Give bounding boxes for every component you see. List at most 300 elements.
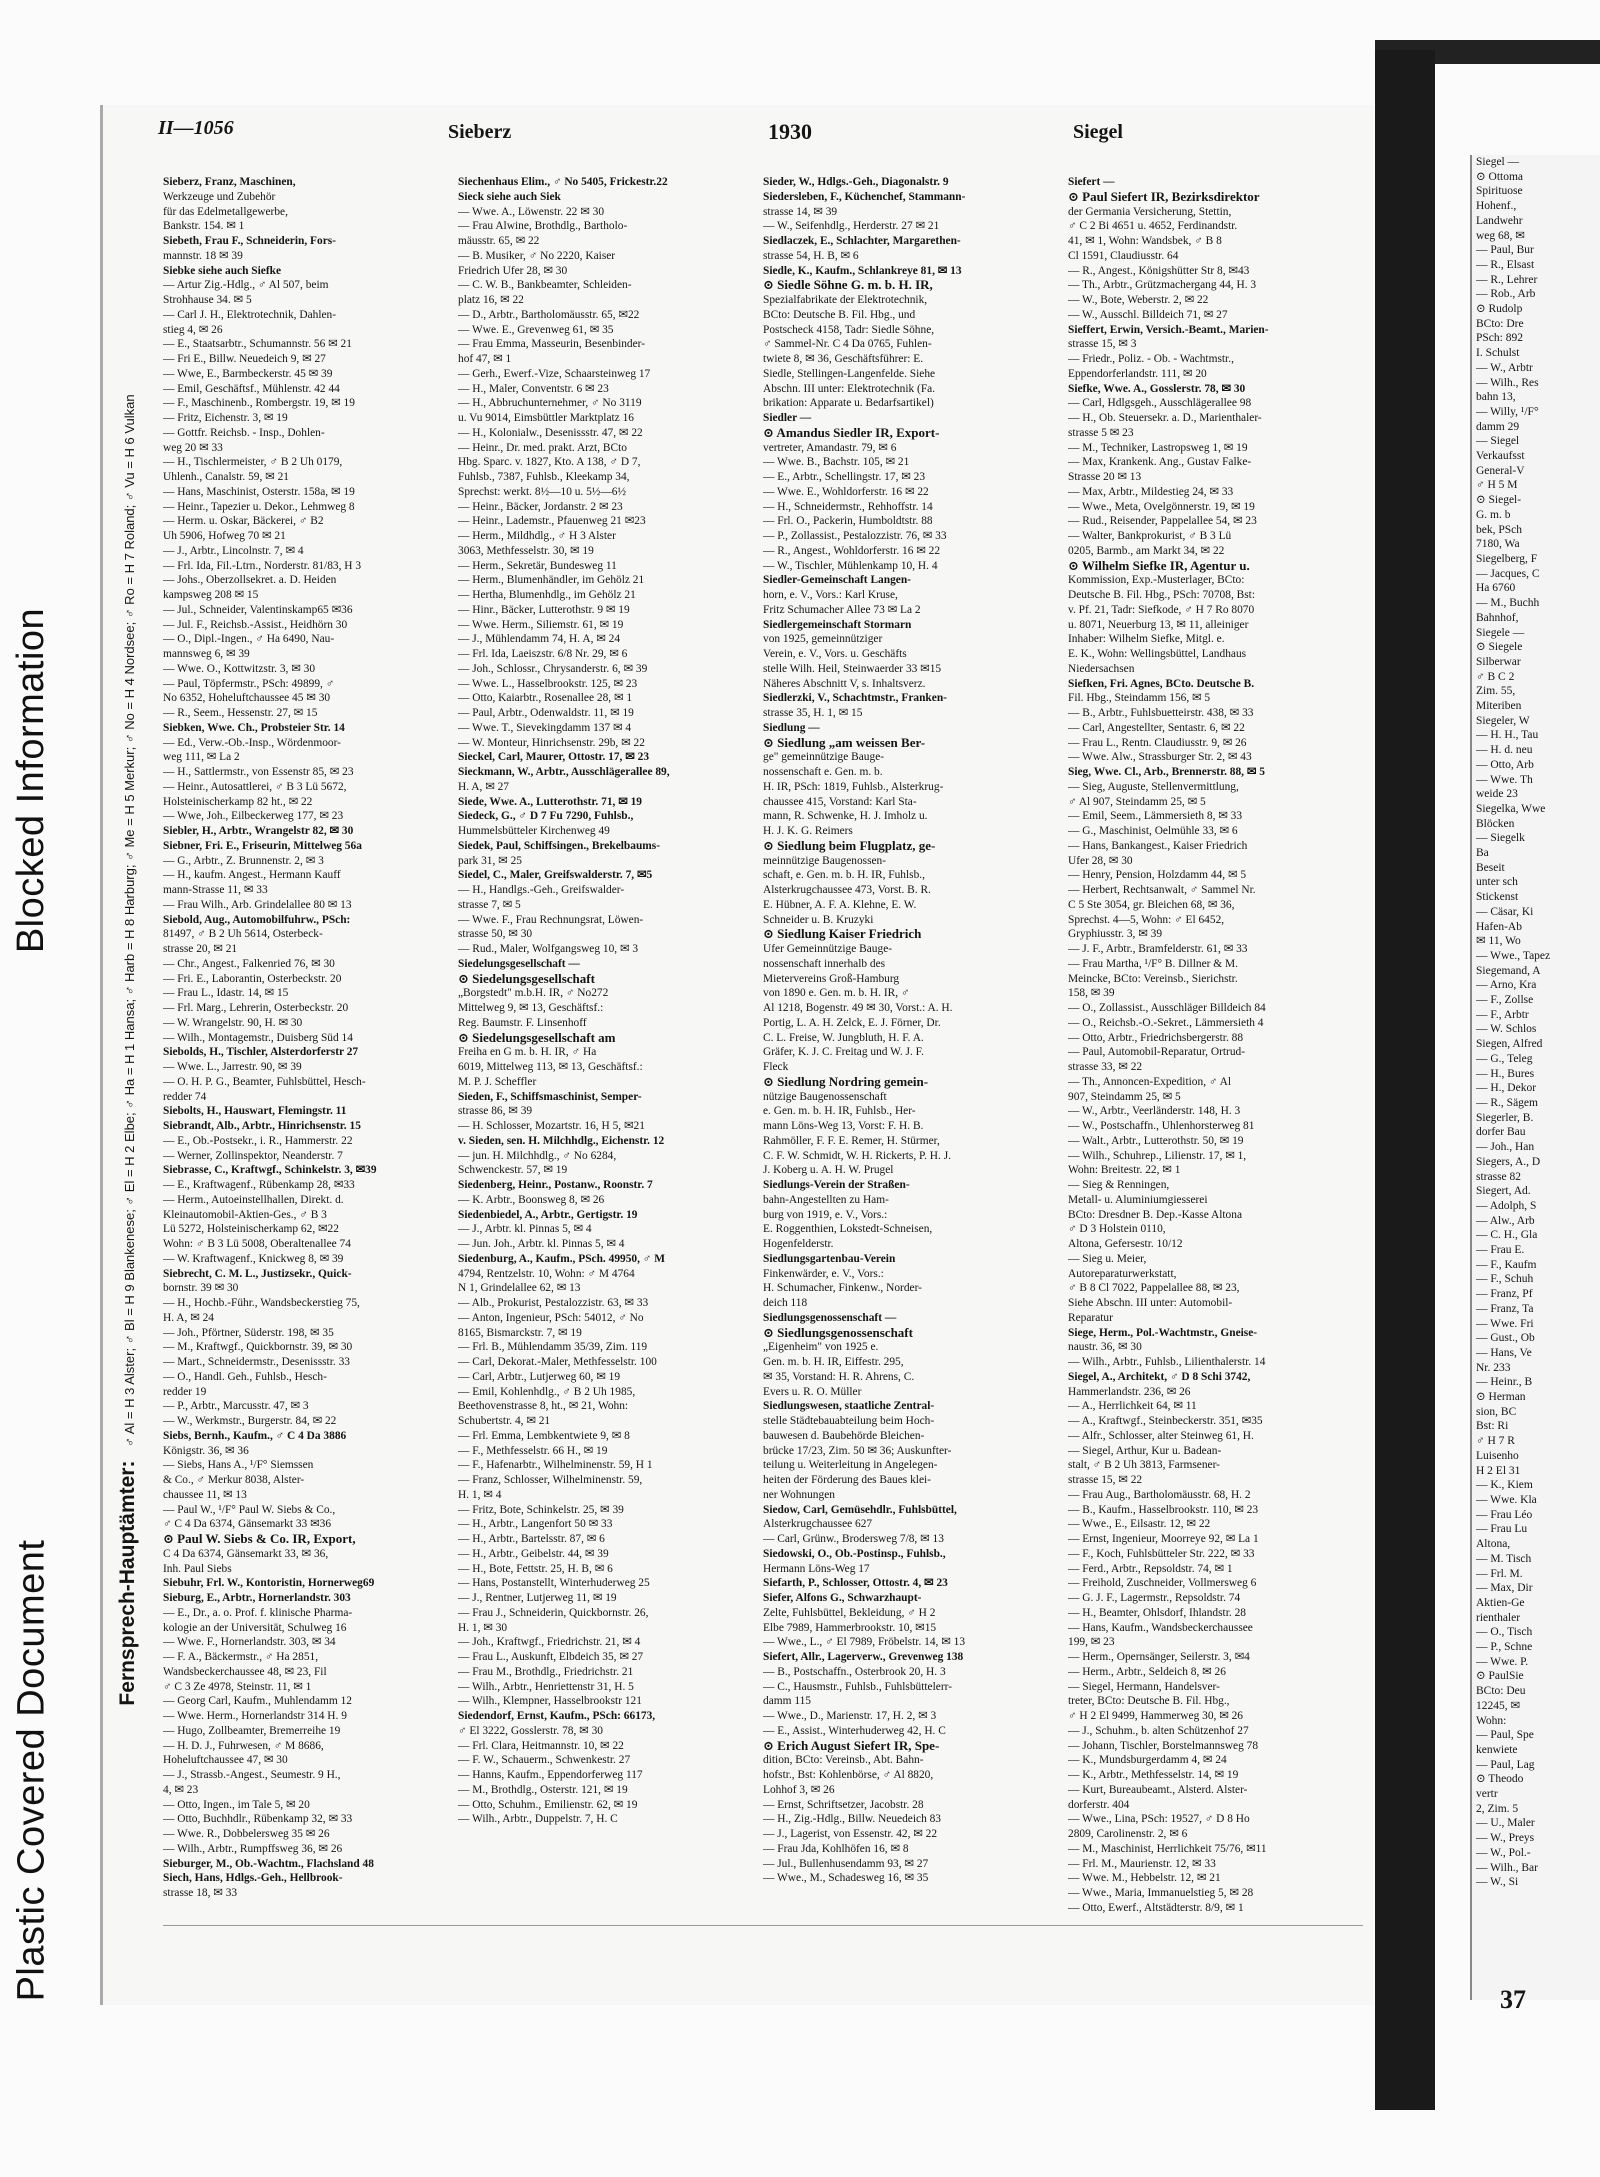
facing-page-line: ⊙ Siegel-	[1476, 494, 1522, 507]
directory-entry-line: — Herm., Opernsänger, Seilerstr. 3, ✉4	[1068, 1651, 1250, 1663]
directory-entry-line: — Heinr., Tapezier u. Dekor., Lehmweg 8	[163, 500, 355, 513]
directory-entry-line: — G., Maschinist, Oelmühle 33, ✉ 6	[1068, 825, 1238, 837]
directory-entry-line: Strohhause 34. ✉ 5	[163, 294, 252, 306]
facing-page-line: bahn 13,	[1476, 391, 1516, 404]
directory-entry-line: Hoheluftchaussee 47, ✉ 30	[163, 1754, 288, 1767]
directory-entry-line: — Fritz, Bote, Schinkelstr. 25, ✉ 39	[458, 1503, 624, 1516]
facing-page-line: I. Schulst	[1476, 347, 1520, 360]
directory-entry-line: Siebrecht, C. M. L., Justizsekr., Quick-	[163, 1267, 352, 1280]
directory-entry-line: — J., Strassb.-Angest., Seumestr. 9 H.,	[163, 1769, 341, 1781]
directory-entry-line: — Th., Annoncen-Expedition, ♂ Al	[1068, 1075, 1232, 1088]
directory-entry-line: — H., Bote, Fettstr. 25, H. B, ✉ 6	[458, 1562, 613, 1575]
directory-entry-line: Elbe 7989, Hammerbrookstr. 10, ✉15	[763, 1621, 937, 1634]
directory-entry-line: — H., Maler, Conventstr. 6 ✉ 23	[458, 382, 609, 395]
directory-entry-line: Siefert —	[1068, 176, 1115, 188]
directory-entry-line: — Emil, Geschäftsf., Mühlenstr. 42 44	[163, 382, 340, 395]
directory-entry-line: — F., Hafenarbtr., Wilhelminenstr. 59, H 1	[458, 1459, 653, 1472]
directory-entry-line: Siedler —	[763, 412, 812, 424]
directory-entry-line: 8165, Bismarckstr. 7, ✉ 19	[458, 1326, 582, 1339]
directory-entry-line: Königstr. 36, ✉ 36	[163, 1444, 249, 1457]
directory-entry-line: bahn-Angestellten zu Ham-	[763, 1193, 889, 1206]
directory-entry-line: H. IR, PSch: 1819, Fuhlsb., Alsterkrug-	[763, 780, 944, 793]
directory-entry-line: — H., Arbtr., Bartelsstr. 87, ✉ 6	[458, 1533, 605, 1545]
facing-page-line: — Alw., Arb	[1476, 1214, 1535, 1227]
page-footer	[103, 1925, 1373, 1945]
directory-entry-line: Alsterkrugchaussee 473, Vorst. B. R.	[763, 884, 931, 896]
facing-page-line: — Hans, Ve	[1476, 1346, 1532, 1359]
directory-entry-line: — K., Arbtr., Methfesselstr. 14, ✉ 19	[1068, 1769, 1239, 1781]
directory-entry-line: — J., Mühlendamm 74, H. A, ✉ 24	[458, 633, 621, 646]
directory-entry-line: Lohhof 3, ✉ 26	[763, 1783, 835, 1796]
directory-entry-line: — O., Reichsb.-O.-Sekret., Lämmersieth 4	[1068, 1016, 1264, 1029]
facing-page-line: Siegen, Alfred	[1476, 1038, 1543, 1051]
directory-entry-line: — Otto, Buchhdlr., Rübenkamp 32, ✉ 33	[163, 1813, 353, 1826]
facing-page-line: Siegelberg, F	[1476, 552, 1538, 565]
directory-entry-line: — Wwe. L., Jarrestr. 90, ✉ 39	[163, 1061, 302, 1073]
directory-entry-line: — Wilh., Arbtr., Fuhlsb., Lilienthalerstr. 14	[1068, 1356, 1266, 1368]
facing-page-line: — C. H., Gla	[1476, 1229, 1538, 1242]
directory-entry-line: — Otto, Ingen., im Tale 5, ✉ 20	[163, 1798, 310, 1811]
directory-entry-line: — E., Arbtr., Schellingstr. 17, ✉ 23	[763, 471, 926, 483]
directory-entry-line: Holsteinischerkamp 82 ht., ✉ 22	[163, 795, 313, 808]
facing-page-line: Beseit	[1476, 861, 1505, 874]
directory-entry-line: — Wwe. L., Hasselbrookstr. 125, ✉ 23	[458, 677, 638, 690]
facing-page-line: Zim. 55,	[1476, 685, 1516, 698]
directory-entry-line: Kommission, Exp.-Musterlager, BCto:	[1068, 574, 1245, 587]
directory-entry-line: — F. W., Schauerm., Schwenkestr. 27	[458, 1754, 631, 1767]
directory-entry-line: Finkenwärder, e. V., Vors.:	[763, 1267, 884, 1280]
directory-entry-line: 4, ✉ 23	[163, 1783, 199, 1796]
directory-entry-line: — Werner, Zollinspektor, Neanderstr. 7	[163, 1149, 343, 1162]
directory-entry-line: — Henry, Pension, Holzdamm 44, ✉ 5	[1068, 869, 1247, 882]
facing-page-line: — F., Arbtr	[1476, 1008, 1529, 1021]
directory-entry-line: — Jul. F., Reichsb.-Assist., Heidhörn 30	[163, 618, 348, 631]
directory-entry-line: Reparatur	[1068, 1311, 1113, 1324]
directory-entry-line: — Johs., Oberzollsekret. a. D. Heiden	[163, 574, 337, 587]
directory-entry-line: — O. H. P. G., Beamter, Fuhlsbüttel, Hesch-	[163, 1075, 366, 1088]
directory-entry-line: Siedeck, G., ♂ D 7 Fu 7290, Fuhlsb.,	[458, 810, 634, 823]
directory-entry-line: Siefken, Fri. Agnes, BCto. Deutsche B.	[1068, 677, 1255, 690]
directory-entry-line: strasse 5 ✉ 23	[1068, 426, 1134, 439]
facing-page-line: H 2 El 31	[1476, 1464, 1521, 1477]
directory-entry-line: — H., Arbtr., Langenfort 50 ✉ 33	[458, 1518, 613, 1531]
directory-entry-line: Hermann Löns-Weg 17	[763, 1562, 870, 1575]
directory-entry-line: — Frau Jda, Kohlhöfen 16, ✉ 8	[763, 1842, 909, 1855]
directory-entry-line: ⊙ Siedlung Kaiser Friedrich	[763, 927, 922, 942]
directory-entry-line: Mietervereins Groß-Hamburg	[763, 972, 900, 985]
directory-entry-line: — E., Staatsarbtr., Schumannstr. 56 ✉ 21	[163, 338, 352, 351]
directory-entry-line: „Eigenheim" von 1925 e.	[763, 1341, 879, 1354]
directory-entry-line: ⊙ Siedle Söhne G. m. b. H. IR,	[763, 278, 933, 293]
page-reference: II—1056	[158, 117, 234, 139]
facing-page-line: ♂ H 5 M	[1476, 479, 1518, 492]
directory-entry-line: Sprechst. 4—5, Wohn: ♂ El 6452,	[1068, 913, 1225, 926]
directory-entry-line: H. A, ✉ 27	[458, 780, 509, 793]
facing-page-line: — Wilh., Bar	[1476, 1861, 1538, 1874]
directory-entry-line: ♂ Sammel-Nr. C 4 Da 0765, Fuhlen-	[763, 338, 932, 351]
directory-entry-line: — Wwe, E., Barmbeckerstr. 45 ✉ 39	[163, 367, 333, 380]
directory-entry-line: kologie an der Universität, Schulweg 16	[163, 1621, 347, 1634]
directory-entry-line: — Frau Aug., Bartholomäusstr. 68, H. 2	[1068, 1488, 1251, 1501]
facing-page-line: BCto: Dre	[1476, 317, 1524, 330]
directory-entry-line: naustr. 36, ✉ 30	[1068, 1341, 1142, 1354]
directory-entry-line: 4794, Rentzelstr. 10, Wohn: ♂ M 4764	[458, 1267, 635, 1280]
facing-page-line: rienthaler	[1476, 1611, 1521, 1624]
directory-entry-line: Fil. Hbg., Steindamm 156, ✉ 5	[1068, 692, 1211, 705]
directory-entry-line: Ufer Gemeinnützige Bauge-	[763, 943, 893, 955]
directory-entry-line: — Wilh., Arbtr., Henriettenstr 31, H. 5	[458, 1680, 634, 1693]
facing-page-line: — Adolph, S	[1476, 1199, 1537, 1212]
directory-entry-line: strasse 86, ✉ 39	[458, 1105, 533, 1118]
directory-entry-line: — Mart., Schneidermstr., Desenissstr. 33	[163, 1356, 350, 1368]
facing-page-line: — Siegel	[1476, 435, 1520, 448]
directory-entry-line: Sieffert, Erwin, Versich.-Beamt., Marien-	[1068, 323, 1269, 336]
directory-entry-line: v. Pf. 21, Tadr: Siefkode, ♂ H 7 Ro 8070	[1068, 603, 1255, 616]
directory-entry-line: ♂ C 2 Bi 4651 u. 4652, Ferdinandstr.	[1068, 220, 1238, 233]
directory-entry-line: stelle Städtebauabteilung beim Hoch-	[763, 1415, 935, 1427]
directory-entry-line: — Wilh., Schuhrep., Lilienstr. 17, ✉ 1,	[1068, 1149, 1247, 1162]
directory-entry-line: Siebold, Aug., Automobilfuhrw., PSch:	[163, 913, 351, 926]
facing-page-line: — H., Dekor	[1476, 1082, 1537, 1095]
directory-entry-line: C. L. Freise, W. Jungbluth, H. F. A.	[763, 1031, 924, 1044]
directory-entry-line: — F. A., Bäckermstr., ♂ Ha 2851,	[163, 1651, 319, 1663]
directory-entry-line: — B., Arbtr., Fuhlsbuetteirstr. 438, ✉ 33	[1068, 707, 1254, 719]
directory-entry-line: weg 111, ✉ La 2	[163, 751, 240, 764]
facing-page-line: ⊙ Ottoma	[1476, 170, 1524, 183]
facing-page-line: — Jacques, C	[1476, 567, 1540, 580]
facing-page-line: — Wwe., Tapez	[1476, 949, 1551, 962]
directory-entry-line: — Franz, Schlosser, Wilhelminenstr. 59,	[458, 1474, 643, 1486]
directory-entry-line: — Frau M., Brothdlg., Friedrichstr. 21	[458, 1665, 634, 1678]
directory-entry-line: Siebner, Fri. E., Friseurin, Mittelweg 56a	[163, 839, 362, 852]
facing-page-line: Siegel —	[1476, 156, 1520, 168]
directory-entry-line: Siechenhaus Elim., ♂ No 5405, Frickestr.22	[458, 176, 668, 188]
directory-entry-line: — Carl, Arbtr., Lutjerweg 60, ✉ 19	[458, 1370, 621, 1383]
directory-entry-line: — Ernst, Ingenieur, Moorreye 92, ✉ La 1	[1068, 1533, 1259, 1545]
directory-entry-line: — W., Ausschl. Billdeich 71, ✉ 27	[1068, 308, 1228, 321]
directory-entry-line: — Wwe. F., Hornerlandstr. 303, ✉ 34	[163, 1636, 336, 1649]
directory-entry-line: — P., Zollassist., Pestalozzistr. 76, ✉ 33	[763, 530, 947, 542]
directory-entry-line: — Wwe., M., Schadesweg 16, ✉ 35	[763, 1872, 929, 1885]
directory-entry-line: Hogenfelderstr.	[763, 1238, 834, 1250]
directory-entry-line: — Walt., Arbtr., Lutterothstr. 50, ✉ 19	[1068, 1134, 1244, 1147]
directory-entry-line: Siedlungs-Verein der Straßen-	[763, 1179, 910, 1191]
directory-entry-line: — H., Tischlermeister, ♂ B 2 Uh 0179,	[163, 456, 343, 469]
directory-entry-line: ner Wohnungen	[763, 1488, 835, 1501]
directory-entry-line: nossenschaft e. Gen. m. b.	[763, 766, 883, 778]
directory-entry-line: vertreter, Amandastr. 79, ✉ 6	[763, 441, 897, 454]
facing-page-line: ✉ 11, Wo	[1476, 935, 1521, 948]
facing-page-line: — R., Elsast	[1476, 258, 1535, 271]
directory-entry-line: ⊙ Siedlung „am weissen Ber-	[763, 735, 926, 750]
facing-page-line: — Otto, Arb	[1476, 758, 1534, 771]
directory-entry-line: — Sieg u. Meier,	[1068, 1252, 1147, 1265]
directory-entry-line: — W. Monteur, Hinrichsenstr. 29b, ✉ 22	[458, 736, 645, 749]
last-entry-word: Siegel	[1073, 121, 1123, 143]
directory-entry-line: 199, ✉ 23	[1068, 1636, 1115, 1649]
directory-entry-line: Siehe Abschn. III unter: Automobil-	[1068, 1297, 1233, 1309]
directory-entry-line: Siebken, Wwe. Ch., Probsteier Str. 14	[163, 721, 345, 734]
directory-entry-line: Siedlerzki, V., Schachtmstr., Franken-	[763, 692, 947, 705]
directory-entry-line: — A., Kraftwgf., Steinbeckerstr. 351, ✉35	[1068, 1415, 1263, 1427]
directory-entry-line: — O., Zollassist., Ausschläger Billdeich 84	[1068, 1002, 1266, 1014]
facing-page-line: — M., Buchh	[1476, 597, 1540, 610]
facing-page-line: Ba	[1476, 847, 1489, 860]
directory-entry-line: — Herm., Sekretär, Bundesweg 11	[458, 559, 617, 572]
directory-entry-line: Niedersachsen	[1068, 662, 1135, 675]
directory-entry-line: — Paul, Automobil-Reparatur, Ortrud-	[1068, 1046, 1246, 1059]
directory-entry-line: Reg. Baumstr. F. Linsenhoff	[458, 1016, 587, 1029]
directory-entry-line: — Gottfr. Reichsb. - Insp., Dohlen-	[163, 426, 325, 439]
directory-entry-line: dition, BCto: Vereinsb., Abt. Bahn-	[763, 1754, 924, 1767]
directory-entry-line: u. 8071, Neuerburg 13, ✉ 11, alleiniger	[1068, 618, 1249, 631]
directory-entry-line: 0205, Barmb., am Markt 34, ✉ 22	[1068, 544, 1225, 557]
directory-entry-line: Alsterkrugchaussee 627	[763, 1518, 873, 1531]
directory-entry-line: — Wwe. O., Kottwitzstr. 3, ✉ 30	[163, 662, 316, 675]
directory-entry-line: nützige Baugenossenschaft	[763, 1090, 887, 1103]
directory-entry-line: — Sieg & Renningen,	[1068, 1179, 1170, 1191]
facing-page-line: weide 23	[1476, 788, 1518, 801]
directory-entry-line: Siege, Herm., Pol.-Wachtmstr., Gneise-	[1068, 1326, 1258, 1339]
facing-page-line: Hafen-Ab	[1476, 920, 1522, 933]
directory-entry-line: — Frl. Emma, Lembkentwiete 9, ✉ 8	[458, 1429, 630, 1442]
directory-entry-line: Postscheck 4158, Tadr: Siedle Söhne,	[763, 323, 935, 336]
directory-entry-line: Inhaber: Wilhelm Siefke, Mitgl. e.	[1068, 633, 1225, 646]
directory-entry-line: Cl 1591, Claudiusstr. 64	[1068, 249, 1179, 262]
facing-page-line: 7180, Wa	[1476, 538, 1520, 551]
directory-entry-line: — O., Handl. Geh., Fuhlsb., Hesch-	[163, 1370, 327, 1383]
facing-page-line: General-V	[1476, 464, 1525, 477]
directory-entry-line: — Jul., Schneider, Valentinskamp65 ✉36	[163, 603, 353, 616]
directory-entry-line: — Frau L., Idastr. 14, ✉ 15	[163, 987, 289, 1000]
directory-entry-line: — B. Musiker, ♂ No 2220, Kaiser	[458, 249, 616, 262]
directory-entry-line: Rahmöller, F. F. E. Remer, H. Stürmer,	[763, 1134, 940, 1147]
directory-entry-line: ✉ 35, Vorstand: H. R. Ahrens, C.	[763, 1370, 915, 1383]
directory-entry-line: — Rud., Maler, Wolfgangsweg 10, ✉ 3	[458, 943, 639, 955]
directory-entry-line: Siefarth, P., Schlosser, Ottostr. 4, ✉ 23	[763, 1577, 948, 1590]
directory-entry-line: redder 19	[163, 1385, 207, 1398]
directory-entry-line: — Frau L., Auskunft, Elbdeich 35, ✉ 27	[458, 1651, 644, 1663]
directory-year: 1930	[768, 119, 812, 144]
directory-entry-line: — Alfr., Schlosser, alter Steinweg 61, H.	[1068, 1429, 1254, 1442]
directory-entry-line: — H., Beamter, Ohlsdorf, Ihlandstr. 28	[1068, 1606, 1246, 1619]
directory-entry-line: strasse 33, ✉ 22	[1068, 1061, 1143, 1073]
facing-page-line: dorfer Bau	[1476, 1126, 1526, 1139]
directory-entry-line: — H., Abbruchunternehmer, ♂ No 3119	[458, 397, 642, 410]
directory-entry-line: — Frl. O., Packerin, Humboldtstr. 88	[763, 515, 933, 528]
directory-entry-line: Meincke, BCto: Vereinsb., Sierichstr.	[1068, 972, 1238, 985]
facing-page-line: — W., Arbtr	[1476, 361, 1533, 374]
directory-entry-line: 81497, ♂ B 2 Uh 5614, Osterbeck-	[163, 928, 323, 941]
directory-entry-line: — W., Tischler, Mühlenkamp 10, H. 4	[763, 559, 938, 572]
directory-entry-line: park 31, ✉ 25	[458, 854, 522, 867]
directory-entry-line: Siedel, C., Maler, Greifswalderstr. 7, ✉5	[458, 869, 653, 882]
directory-entry-line: Siedlergemeinschaft Stormarn	[763, 618, 912, 631]
directory-entry-line: chaussee 415, Vorstand: Karl Sta-	[763, 795, 917, 808]
directory-entry-line: 907, Steindamm 25, ✉ 5	[1068, 1090, 1181, 1103]
directory-entry-line: horn, e. V., Vors.: Karl Kruse,	[763, 589, 898, 601]
directory-entry-line: C 5 Ste 3054, gr. Bleichen 68, ✉ 36,	[1068, 898, 1235, 911]
directory-entry-line: — Frau Emma, Masseurin, Besenbinder-	[458, 338, 646, 351]
directory-entry-line: ⊙ Siedlungsgenossenschaft	[763, 1325, 913, 1340]
directory-entry-line: mäusstr. 65, ✉ 22	[458, 235, 540, 247]
directory-entry-line: heiten der Förderung des Baues klei-	[763, 1474, 931, 1486]
directory-entry-line: — Alb., Prokurist, Pestalozzistr. 63, ✉ 33	[458, 1297, 649, 1309]
directory-entry-line: — Herm., Arbtr., Seldeich 8, ✉ 26	[1068, 1665, 1226, 1678]
directory-entry-line: ⊙ Siedlung Nordring gemein-	[763, 1074, 929, 1089]
facing-page-line: — F., Kaufm	[1476, 1258, 1537, 1271]
directory-entry-line: — Heinr., Dr. med. prakt. Arzt, BCto	[458, 441, 627, 454]
directory-entry-line: strasse 54, H. B, ✉ 6	[763, 249, 859, 262]
directory-entry-line: ♂ D 3 Holstein 0110,	[1068, 1223, 1166, 1236]
facing-page-line: ⊙ PaulSie	[1476, 1670, 1524, 1683]
directory-entry-line: Sieder, W., Hdlgs.-Geh., Diagonalstr. 9	[763, 176, 949, 188]
facing-page-line: ♂ H 7 R	[1476, 1435, 1515, 1448]
directory-entry-line: Sieg, Wwe. Cl., Arb., Brennerstr. 88, ✉ 5	[1068, 766, 1265, 778]
directory-entry-line: Siebeth, Frau F., Schneiderin, Fors-	[163, 235, 336, 247]
directory-entry-line: Sieck siehe auch Siek	[458, 190, 561, 203]
facing-page-line: — Willy, ¹/F°	[1476, 405, 1539, 418]
directory-entry-line: — Wilh., Arbtr., Duppelstr. 7, H. C	[458, 1813, 618, 1826]
directory-entry-line: — J., Arbtr. kl. Pinnas 5, ✉ 4	[458, 1223, 592, 1236]
directory-entry-line: 6019, Mittelweg 113, ✉ 13, Geschäftsf.:	[458, 1061, 643, 1073]
directory-entry-line: Siedersleben, F., Küchenchef, Stammann-	[763, 190, 966, 203]
directory-entry-line: stalt, ♂ B 2 Uh 3813, Farmsener-	[1068, 1459, 1220, 1472]
directory-entry-line: chaussee 11, ✉ 13	[163, 1488, 247, 1501]
directory-entry-line: Wohn: ♂ B 3 Lü 5008, Oberaltenallee 74	[163, 1238, 351, 1250]
page-header	[103, 105, 1373, 165]
directory-entry-line: — H., kaufm. Angest., Hermann Kauff	[163, 869, 341, 882]
facing-page-line: — F., Zollse	[1476, 994, 1534, 1007]
directory-entry-line: — Johann, Tischler, Borstelmannsweg 78	[1068, 1739, 1259, 1752]
directory-entry-line: Siebler, H., Arbtr., Wrangelstr 82, ✉ 30	[163, 825, 354, 837]
directory-entry-line: Siedenbiedel, A., Arbtr., Gertigstr. 19	[458, 1208, 638, 1221]
directory-entry-line: — Wwe. T., Sievekingdamm 137 ✉ 4	[458, 721, 632, 734]
directory-entry-line: Siedlungswesen, staatliche Zentral-	[763, 1400, 935, 1413]
directory-entry-line: ⊙ Siedelungsgesellschaft am	[458, 1030, 616, 1045]
directory-entry-line: E. Hübner, A. F. A. Klehne, E. W.	[763, 898, 917, 911]
directory-entry-line: — C., Hausmstr., Fuhlsb., Fuhlsbüttelerr-	[763, 1680, 952, 1693]
directory-entry-line: nossenschaft innerhalb des	[763, 957, 886, 970]
directory-entry-line: Sieden, F., Schiffsmaschinist, Semper-	[458, 1090, 642, 1103]
directory-entry-line: Siebrandt, Alb., Arbtr., Hinrichsenstr. 15	[163, 1120, 361, 1132]
directory-entry-line: — Carl, Grünw., Brodersweg 7/8, ✉ 13	[763, 1533, 944, 1545]
directory-entry-line: Näheres Abschnitt V, s. Inhaltsverz.	[763, 677, 926, 690]
directory-entry-line: C. F. W. Schmidt, W. H. Rickerts, P. H. J.	[763, 1149, 952, 1162]
facing-page-line: — W., Si	[1476, 1876, 1519, 1889]
directory-entry-line: & Co., ♂ Merkur 8038, Alster-	[163, 1474, 305, 1486]
directory-entry-line: — Hans, Postanstellt, Winterhuderweg 25	[458, 1577, 650, 1590]
directory-entry-line: — G., Arbtr., Z. Brunnenstr. 2, ✉ 3	[163, 854, 324, 867]
plastic-covered-label	[6, 1420, 58, 2120]
directory-entry-line: — Frl. M., Maurienstr. 12, ✉ 33	[1068, 1857, 1216, 1870]
directory-entry-line: Gryphiusstr. 3, ✉ 39	[1068, 928, 1163, 941]
directory-entry-line: — Otto, Kaiarbtr., Rosenallee 28, ✉ 1	[458, 692, 633, 705]
directory-entry-line: E. Roggenthien, Lokstedt-Schneisen,	[763, 1223, 933, 1236]
directory-entry-line: — G. J. F., Lagermstr., Repsoldstr. 74	[1068, 1592, 1241, 1604]
directory-entry-line: — W. Wrangelstr. 90, H. ✉ 30	[163, 1016, 303, 1029]
directory-entry-line: Autoreparaturwerkstatt,	[1068, 1267, 1177, 1280]
directory-entry-line: Eppendorferlandstr. 111, ✉ 20	[1068, 367, 1207, 380]
directory-entry-line: Hbg. Sparc. v. 1827, Kto. A 138, ♂ D 7,	[458, 456, 641, 469]
directory-entry-line: Siedle, Stellingen-Langenfelde. Siehe	[763, 367, 936, 380]
facing-page-fragment	[1470, 155, 1600, 2000]
directory-entry-line: — F., Maschinenb., Rombergstr. 19, ✉ 19	[163, 397, 355, 410]
directory-entry-line: brücke 17/23, Zim. 50 ✉ 36; Auskunfter-	[763, 1444, 952, 1457]
directory-entry-line: — Joh., Kraftwgf., Friedrichstr. 21, ✉ 4	[458, 1636, 641, 1649]
facing-page-line: — Cäsar, Ki	[1476, 905, 1534, 918]
directory-entry-line: Hammerlandstr. 236, ✉ 26	[1068, 1385, 1191, 1398]
directory-entry-line: Beethovenstrasse 8, ht., ✉ 21, Wohn:	[458, 1400, 629, 1413]
facing-page-line: Siegert, Ad.	[1476, 1185, 1531, 1198]
directory-entry-line: strasse 15, ✉ 22	[1068, 1474, 1143, 1486]
directory-entry-line: — Gerh., Ewerf.-Vize, Schaarsteinweg 17	[458, 367, 651, 380]
directory-entry-line: ⊙ Erich August Siefert IR, Spe-	[763, 1738, 940, 1753]
directory-entry-line: — F., Methfesselstr. 66 H., ✉ 19	[458, 1444, 608, 1457]
directory-entry-line: — Jul., Bullenhusendamm 93, ✉ 27	[763, 1857, 929, 1870]
directory-entry-line: — M., Techniker, Lastropsweg 1, ✉ 19	[1068, 441, 1248, 454]
directory-entry-line: H. Schumacher, Finkenw., Norder-	[763, 1282, 922, 1295]
directory-entry-line: H. J. K. G. Reimers	[763, 825, 853, 837]
facing-page-line: — W., Preys	[1476, 1832, 1535, 1845]
directory-entry-line: — Wwe. B., Bachstr. 105, ✉ 21	[763, 456, 910, 469]
directory-entry-line: — D., Arbtr., Bartholomäusstr. 65, ✉22	[458, 308, 640, 321]
directory-entry-line: — Georg Carl, Kaufm., Muhlendamm 12	[163, 1695, 352, 1708]
directory-entry-line: — Hertha, Blumenhdlg., im Gehölz 21	[458, 589, 636, 601]
directory-entry-line: — Hans, Kaufm., Wandsbeckerchaussee	[1068, 1621, 1253, 1634]
legend-title: Fernsprech-Hauptämter:	[116, 1460, 139, 1706]
directory-entry-line: — H., Ob. Steuersekr. a. D., Marienthaler-	[1068, 412, 1262, 424]
facing-page-line: Silberwar	[1476, 655, 1521, 668]
directory-entry-line: — Wwe. Herm., Hornerlandstr 314 H. 9	[163, 1710, 347, 1722]
facing-page-line: — O., Tisch	[1476, 1626, 1533, 1639]
telephone-exchange-legend	[103, 165, 153, 1935]
facing-page-line: Hohenf.,	[1476, 200, 1517, 213]
facing-page-line: weg 68, ✉	[1476, 229, 1525, 242]
directory-entry-line: — Wwe. F., Frau Rechnungsrat, Löwen-	[458, 913, 644, 926]
directory-entry-line: — Wwe. M., Hebbelstr. 12, ✉ 21	[1068, 1872, 1221, 1885]
directory-entry-line: — H., Schneidermstr., Rehhoffstr. 14	[763, 500, 933, 513]
directory-entry-line: — W., Postschaffn., Uhlenhorsterweg 81	[1068, 1120, 1255, 1132]
directory-entry-line: Siedendorf, Ernst, Kaufm., PSch: 66173,	[458, 1710, 656, 1722]
directory-entry-line: strasse 14, ✉ 39	[763, 205, 838, 218]
directory-entry-line: strasse 7, ✉ 5	[458, 898, 521, 911]
directory-entry-line: Siedelungsgesellschaft —	[458, 957, 580, 970]
facing-page-line: ⊙ Rudolp	[1476, 303, 1523, 316]
facing-page-line: BCto: Deu	[1476, 1685, 1526, 1698]
directory-entry-line: brikation: Apparate u. Bedarfsartikel)	[763, 397, 934, 410]
directory-entry-line: Sieckmann, W., Arbtr., Ausschlägerallee 89,	[458, 766, 670, 778]
directory-entry-line: mann Löns-Weg 13, Vorst: F. H. B.	[763, 1120, 924, 1132]
directory-entry-line: Siefke, Wwe. A., Gosslerstr. 78, ✉ 30	[1068, 382, 1246, 395]
facing-page-line: ♂ B C 2	[1476, 670, 1515, 683]
facing-page-line: — F., Schuh	[1476, 1273, 1534, 1286]
directory-entry-line: Inh. Paul Siebs	[163, 1562, 232, 1575]
directory-entry-line: Siedek, Paul, Schiffsingen., Brekelbaums-	[458, 839, 661, 852]
directory-entry-line: Siegel, A., Architekt, ♂ D 8 Schi 3742,	[1068, 1370, 1251, 1383]
directory-column-1	[163, 175, 453, 1901]
facing-page-line: Wohn:	[1476, 1714, 1507, 1727]
directory-entry-line: Verein, e. V., Vors. u. Geschäfts	[763, 648, 907, 660]
directory-entry-line: Wandsbeckerchaussee 48, ✉ 23, Fil	[163, 1665, 327, 1678]
directory-entry-line: — R., Angest., Königshütter Str 8, ✉43	[1068, 264, 1250, 277]
facing-page-line: Ha 6760	[1476, 582, 1516, 595]
directory-entry-line: mann-Strasse 11, ✉ 33	[163, 884, 268, 896]
directory-entry-line: — Frau L., Rentn. Claudiusstr. 9, ✉ 26	[1068, 736, 1247, 749]
directory-entry-line: — Max, Arbtr., Mildestieg 24, ✉ 33	[1068, 485, 1234, 498]
directory-entry-line: — K. Arbtr., Boonsweg 8, ✉ 26	[458, 1193, 605, 1206]
directory-entry-line: twiete 8, ✉ 36, Geschäftsführer: E.	[763, 353, 924, 365]
